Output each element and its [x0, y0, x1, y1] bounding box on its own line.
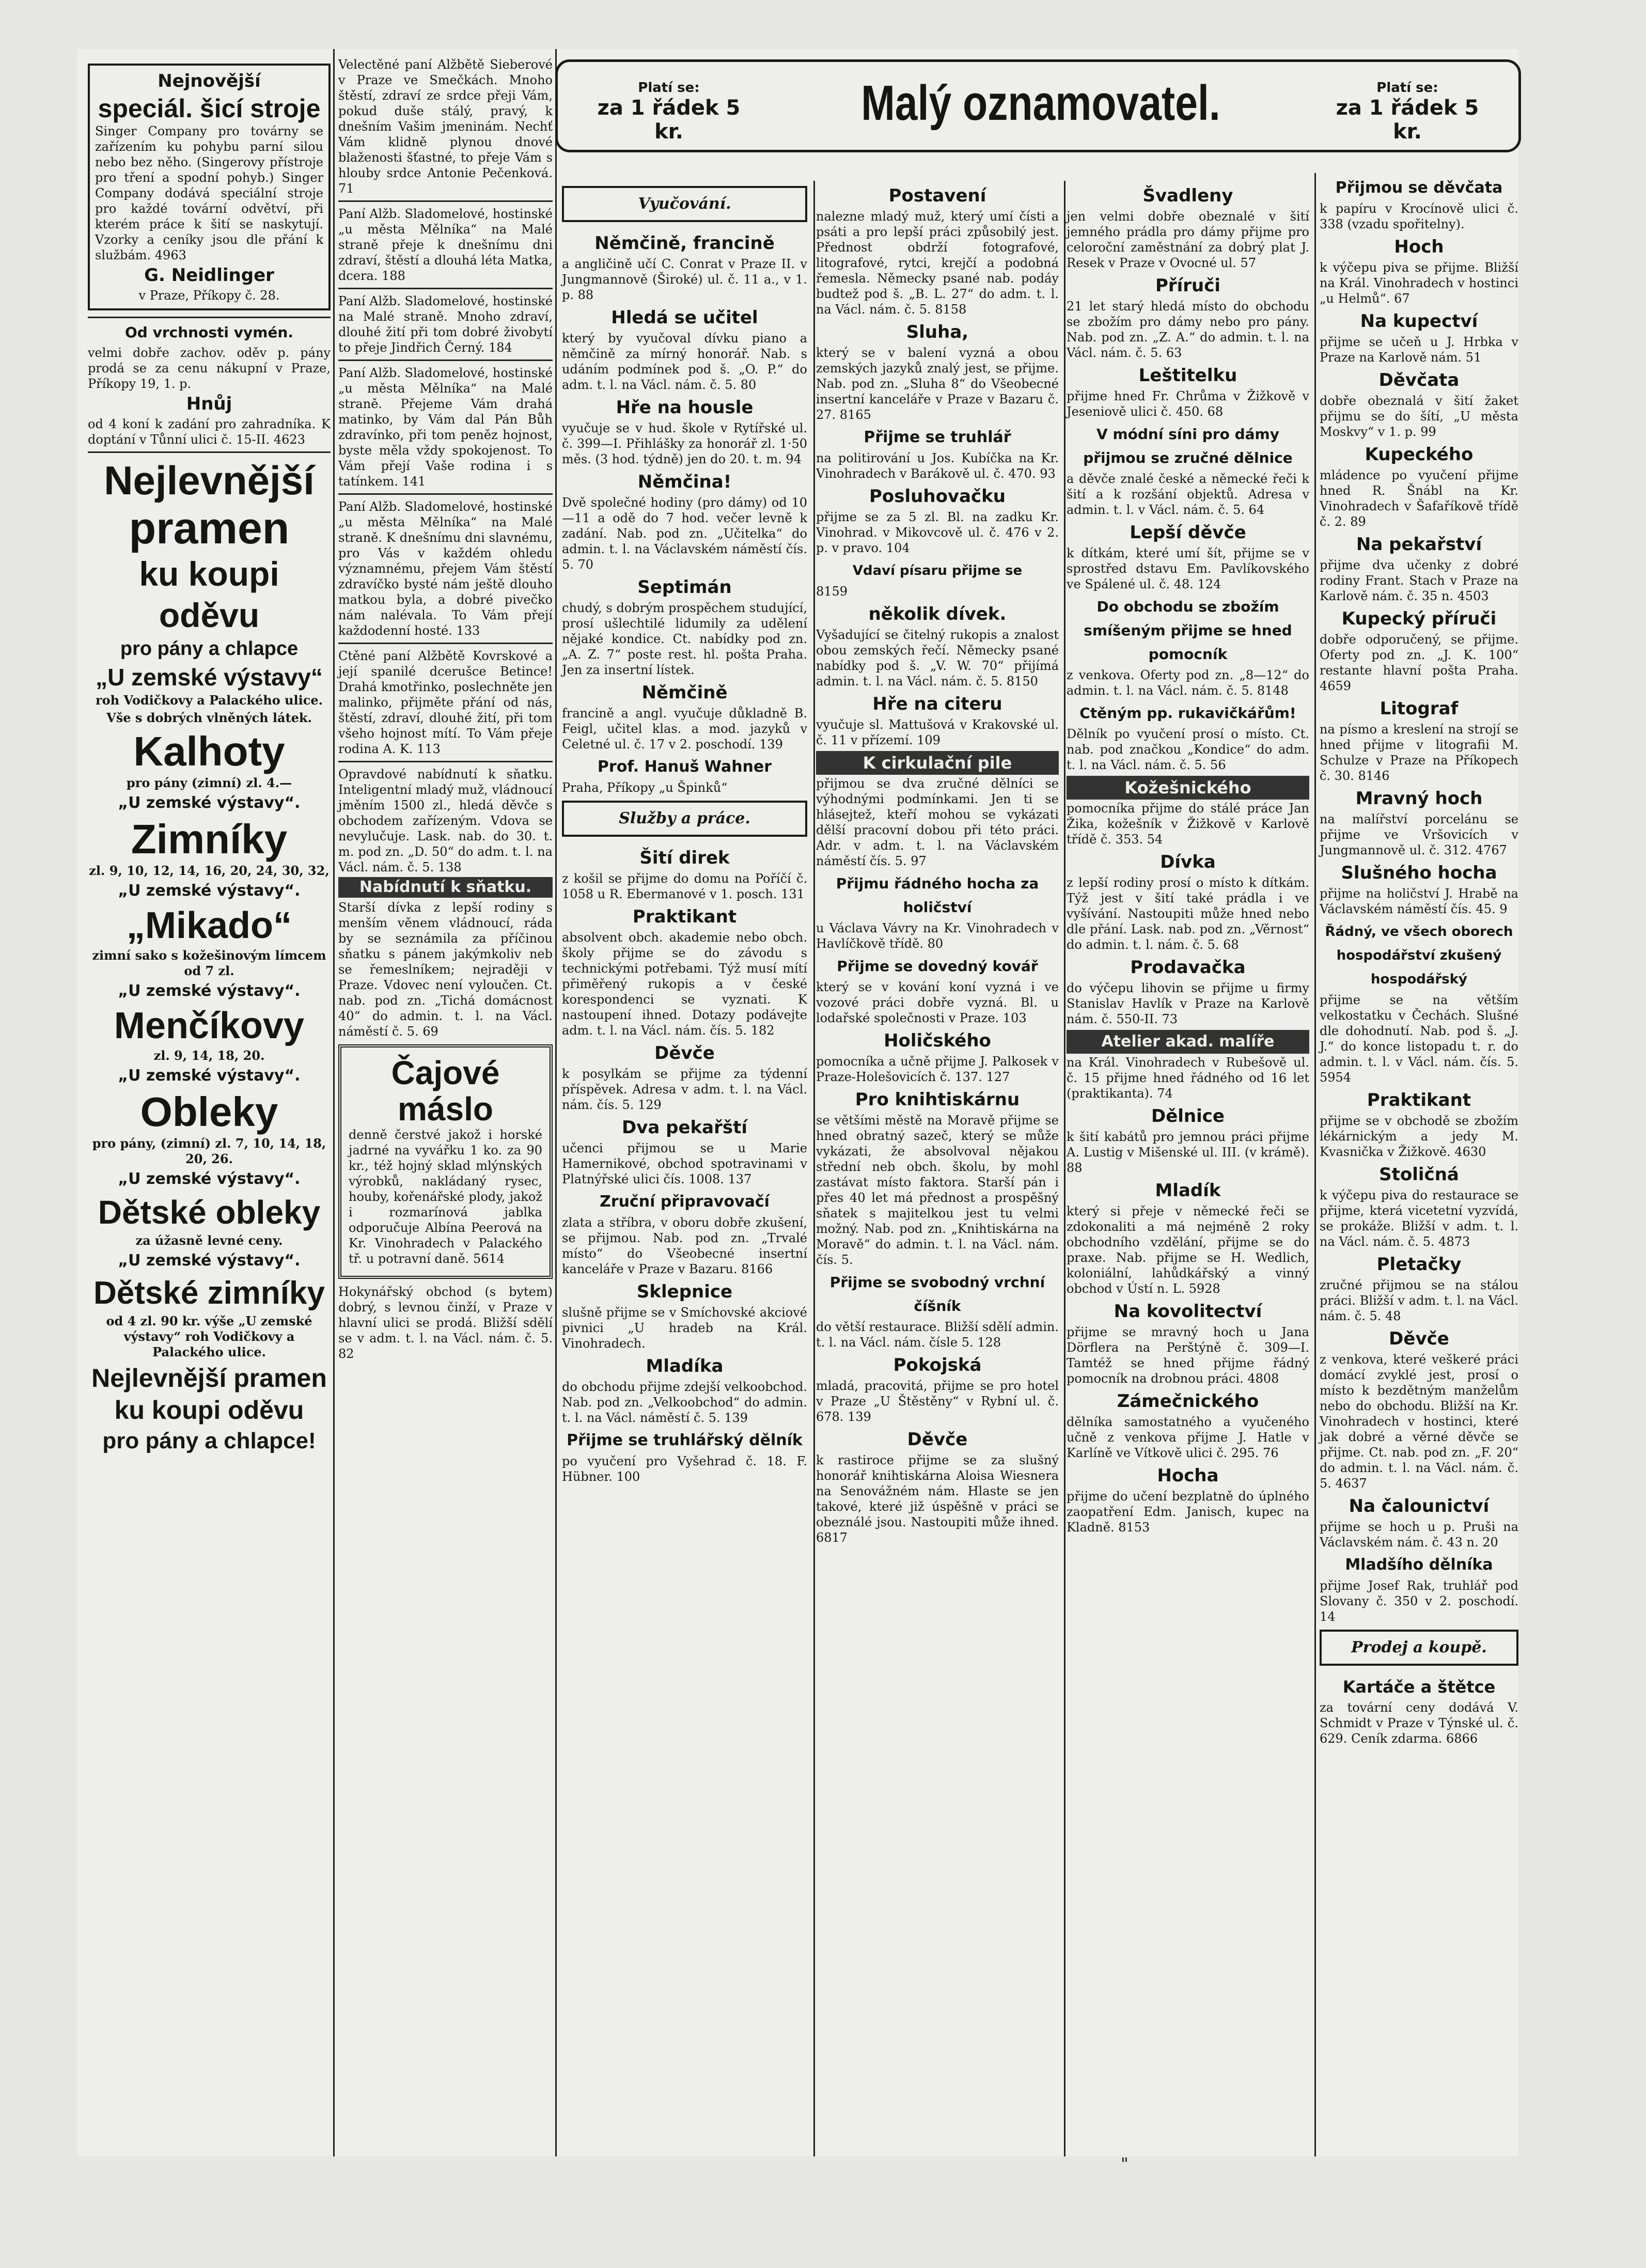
column-rule — [333, 49, 335, 2156]
divider — [88, 451, 331, 453]
ad-heading: Prodavačka — [1130, 957, 1246, 978]
ad-heading: Mladšího dělníka — [1345, 1556, 1493, 1574]
marriage-ad: Starší dívka z lepší rodiny s menším věnem vládnoucí, ráda by se seznámila za příčinou sňatku s pánem jakýmkoliv neb se řemeslníkem; nejraději v Praze. Vdovec není vyloučen. Ct. nab. pod zn. „Tichá domácnost 40“ do admin. t. l. na Václ. náměstí č. 5. 69 — [338, 900, 553, 1039]
section-header-education: Vyučování. — [562, 186, 807, 222]
ad-text: zlata a stříbra, v oboru dobře zkušení, se přijmou. Nab. pod zn. „Trvalé místo“ do Všeobecné insertní kanceláře v Praze v Bazaru. 8166 — [562, 1215, 807, 1276]
column-rule — [555, 49, 557, 2156]
ad-heading: Pokojská — [893, 1355, 982, 1375]
ad-heading: Na kovolitectví — [1114, 1301, 1262, 1322]
ad-text: francině a angl. vyučuje důkladně B. Feigl, učitel klas. a mod. jazyků v Celetné ul. č. 17 v 2. poschodí. 139 — [562, 706, 807, 752]
ad-text: „U zemské výstavy“. — [118, 1252, 301, 1270]
ad-heading: Postavení — [888, 185, 986, 206]
ad-heading: Praktikant — [1367, 1090, 1471, 1110]
ad-text: roh Vodičkovy a Palackého ulice. — [95, 693, 323, 708]
column-1 — [88, 59, 331, 2156]
ad-heading: Šití direk — [639, 848, 730, 868]
ad-heading: Zruční připravovačí — [600, 1193, 770, 1211]
ad-text: Dvě společné hodiny (pro dámy) od 10—11 a odě do 7 hod. večer levně k zadání. Nab. pod zn. „Učitelka“ do admin. t. l. na Václavském náměstí čís. 5. 70 — [562, 495, 807, 572]
ad-text: od 4 zl. 90 kr. výše „U zemské výstavy“ roh Vodičkovy a Palackého ulice. — [106, 1313, 312, 1359]
clothing-headline: pro pány a chlapce — [120, 638, 299, 660]
ad-text: chudý, s dobrým prospěchem studující, prosí ušlechtilé lidumily za udělení nějaké kondice. Ct. nabídky pod zn. „A. Z. 7“ poste rest. hl. pošta Praha. Jen za insertní lístek. — [562, 601, 807, 677]
ad-text: z venkova. Oferty pod zn. „8—12“ do admin. t. l. na Václ. nám. č. 5. 8148 — [1067, 668, 1309, 698]
ad-heading: Přijme se dovedný kovář — [837, 958, 1038, 975]
ad-text: jen velmi dobře obeznalé v šití jemného prádla pro dámy přijme pro celoroční zaměstnání za dobrý plat J. Resek v Praze v Ovocné ul. 57 — [1067, 209, 1309, 270]
price-right-label: Platí se: — [1376, 80, 1438, 96]
ad-heading: Na kupectví — [1360, 311, 1478, 332]
ad-text: k papíru v Krocínově ulici č. 338 (vzadu spořitelny). — [1320, 201, 1518, 231]
ad-heading: Nejnovější — [158, 71, 261, 91]
price-left — [584, 80, 754, 144]
column-2 — [338, 57, 553, 2156]
ad-address: v Praze, Příkopy č. 28. — [138, 288, 280, 303]
column-rule — [1064, 181, 1065, 2156]
ad-text: pomocníka a učně přijme J. Palkosek v Praze-Holešovicích č. 137. 127 — [816, 1054, 1059, 1084]
ad-text: za úžasně levné ceny. — [135, 1233, 283, 1248]
ad-text: který se v balení vyzná a obou zemských jazyků znalý jest, se přijme. Nab. pod zn. „Sluha 8“ do Všeobecné insertní kanceláře v Praze v Bazaru č. 27. 8165 — [816, 346, 1059, 422]
ad-headline: speciál. šicí stroje — [98, 94, 321, 123]
clothing-headline: „Mikado“ — [126, 905, 292, 946]
ad-text: velmi dobře zachov. oděv p. pány prodá se za cenu nákupní v Praze, Příkopy 19, 1. p. — [88, 346, 331, 391]
divider — [338, 643, 553, 644]
ad-text: do obchodu přijme zdejší velkoobchod. Nab. pod zn. „Velkoobchod“ do admin. t. l. na Václ. náměstí č. 5. 139 — [562, 1380, 807, 1425]
greeting-ad: Paní Alžb. Sladomelové, hostinské „u města Mělníka“ na Malé straně. K dnešnímu dni slavnému, pro Vás v každém ohledu významnému, přejem Vám štěstí zdravíčko bysté nám ještě dlouho matkou byla, a dobré pivečko nám nalévala. To Vám přejí každodenní hosté. 133 — [338, 499, 553, 638]
shop-ad: Hokynářský obchod (s bytem) dobrý, s levnou činží, v Praze v hlavní ulici se prodá. Bližší sdělí se v adm. t. l. na Václ. nám. č. 5. 82 — [338, 1285, 553, 1361]
ad-text: absolvent obch. akademie nebo obch. školy přijme se do závodu s technickými potřebami. Týž musí mítí přiměřený rukopis a v české korespondenci se vyznati. K nastoupení ihned. Dotazy podávejte adm. t. l. na Václ. nám. čís. 5. 182 — [562, 930, 807, 1038]
ad-text: přijme se v obchodě se zbožím lékárnickým a jedy M. Kvasnička v Žižkově. 4630 — [1320, 1114, 1518, 1159]
ad-text: vyučuje sl. Mattušová v Krakovské ul. č. 11 v přízemí. 109 — [816, 717, 1059, 747]
ad-text: do výčepu lihovin se přijme u firmy Stanislav Havlík v Praze na Karlově nám. č. 550-II. 73 — [1067, 981, 1309, 1026]
clothing-headline: „U zemské výstavy“ — [96, 664, 323, 691]
clothing-headline: Nejlevnější pramen — [91, 1364, 327, 1393]
ad-text: k rastiroce přijme se za slušný honorář knihtiskárna Aloisa Wiesnera na Senovážném nám. Hlaste se jen takové, které již úspěšně v práci se obeználé jsou. Nastoupiti může ihned. 6817 — [816, 1453, 1059, 1545]
ad-heading: Příruči — [1155, 275, 1221, 296]
ad-text: na politirování u Jos. Kubíčka na Kr. Vinohradech v Barákově ul. č. 470. 93 — [816, 451, 1059, 481]
clothing-headline: Kalhoty — [133, 728, 285, 774]
ad-heading: Němčině — [641, 682, 728, 703]
ad-text: přijme se mravný hoch u Jana Dörflera na Perštýně č. 309—I. Tamtéž se hned přijme řádný pomocník na drobnou práci. 4808 — [1067, 1325, 1309, 1386]
ad-heading: Děvče — [1389, 1328, 1449, 1349]
ad-text: 21 let starý hledá místo do obchodu se zbožím pro dámy nebo pro pány. Nab. pod zn. „Z. A.“ do admin. t. l. na Václ. nám. č. 5. 63 — [1067, 299, 1309, 360]
clothing-headline: Menčíkovy — [114, 1005, 305, 1046]
greeting-ad: Paní Alžb. Sladomelové, hostinské „u města Mělníka“ na Malé straně přeje k dnešnímu dni zdraví, štěstí a dlouhá léta Matka, dcera. 188 — [338, 207, 553, 283]
ad-text: Singer Company pro továrny se zařízením ku pohybu parní silou nebo bez něho. (Singerovy přístroje pro tření a spodní pohyb.) Singer Company dodává speciální stroje pro každé tovární odvětví, při kterém práce k šití se naskytují. Vzorky a ceníky jsou dle přání k službám. 4963 — [95, 124, 323, 262]
page-mark: " — [1121, 2154, 1128, 2173]
ad-text: k výčepu piva do restaurace se přijme, která vicetetní vyzvídá, se prokáže. Bližší v adm. t. l. na Václ. nám. č. 5. 4873 — [1320, 1188, 1518, 1249]
ad-heading: Pletačky — [1376, 1254, 1462, 1275]
ad-text: z lepší rodiny prosí o místo k dítkám. Týž jest v šití také prádla i ve vyšívání. Nastoupiti může hned nebo dle přání. Lask. nab. pod zn. „Věrnost“ do admin. t. l. nám. č. 5. 68 — [1067, 875, 1309, 952]
ad-heading: Do obchodu se zbožím smíšeným přijme se hned pomocník — [1084, 598, 1292, 663]
masthead-title: Malý oznamovatel. — [861, 75, 1220, 131]
divider — [338, 493, 553, 495]
ad-text: Vyšadující se čitelný rukopis a znalost obou zemských řečí. Německy psané nabídky pod š. „V. W. 70“ přijímá admin. t. l. na Václ. nám. č. 5. 8150 — [816, 628, 1059, 689]
divider — [338, 359, 553, 361]
ad-text: „U zemské výstavy“. — [118, 1170, 301, 1188]
ad-text: „U zemské výstavy“. — [118, 794, 301, 812]
ad-heading: Na pekařství — [1356, 534, 1482, 555]
ad-heading: Sklepnice — [636, 1281, 733, 1302]
ad-heading: Dělnice — [1151, 1106, 1225, 1127]
ad-heading: Hocha — [1157, 1465, 1219, 1486]
price-right — [1322, 80, 1493, 144]
ad-heading: Hoch — [1394, 237, 1444, 257]
ad-text: dobře obeznalá v šití žaket přijmu se do šítí, „U města Moskvy“ v 1. p. 99 — [1320, 394, 1518, 439]
ad-text: přijme se na větším velkostatku v Čechách. Slušné dle dohodnutí. Nab. pod š. „J. J.“ do konce listopadu t. r. do admin. t. l. v Václ. nám. čís. 5. 5954 — [1320, 993, 1518, 1085]
ad-heading: Kupeckého — [1365, 444, 1473, 465]
clothing-headline: Zimníky — [131, 816, 288, 862]
clothing-headline: Nejlevnější — [104, 458, 315, 503]
ad-text: na Král. Vinohradech v Rubešově ul. č. 15 přijme hned řádného od 16 let (praktikanta). 74 — [1067, 1055, 1309, 1101]
ad-heading: Děvčata — [1378, 370, 1460, 390]
ad-heading: Ctěným pp. rukavičkářům! — [1079, 705, 1296, 722]
ad-heading: Řádný, ve všech oborech hospodářství zkušený hospodářský — [1325, 924, 1513, 987]
ad-text: u Václava Vávry na Kr. Vinohradech v Havlíčkově třídě. 80 — [816, 921, 1059, 951]
ad-heading: Zámečnického — [1117, 1391, 1259, 1412]
ad-heading: Švadleny — [1142, 185, 1233, 206]
ad-heading: Dívka — [1160, 852, 1216, 872]
ad-heading: Němčina! — [637, 472, 732, 492]
ad-text: se většími městě na Moravě přijme se hned obratný sazeč, který se může vykázati, že absolvoval nějakou střední neb obch. školu, by mohl zastávat místo faktora. Starší pán i přes 40 let má přednost a prospěšný sňatek s majitelkou jest tu velmi možný. Nab. pod zn. „Knihtiskárna na Moravě“ do admin. t. l. na Václ. nám. čís. 5. — [816, 1113, 1059, 1267]
divider — [338, 200, 553, 202]
ad-heading: Slušného hocha — [1341, 863, 1497, 883]
ad-heading: Od vrchnosti vymén. — [125, 324, 293, 341]
ad-text: přijme se za 5 zl. Bl. na zadku Kr. Vinohrad. v Mikovcově ul. č. 476 v 2. p. v pravo. 104 — [816, 510, 1059, 555]
column-rule — [1314, 173, 1316, 2156]
greeting-ad: Paní Alžb. Sladomelové, hostinské na Malé straně. Mnoho zdraví, dlouhé žití při tom dobré živobytí to přeje Jindřich Černý. 184 — [338, 294, 553, 355]
ad-text: přijme Josef Rak, truhlář pod Slovany č. 350 v 2. poschodí. 14 — [1320, 1578, 1518, 1624]
ad-heading: Posluhovačku — [869, 486, 1006, 507]
ad-text: za tovární ceny dodává V. Schmidt v Praze v Týnské ul. č. 629. Ceník zdarma. 6866 — [1320, 1700, 1518, 1746]
price-left-label: Platí se: — [638, 80, 700, 96]
ad-text: který by vyučoval dívku piano a němčině za mírný honorář. Nab. s udáním podmínek pod š. „O. P.“ do adm. t. l. na Václ. nám. č. 5. 80 — [562, 331, 807, 392]
column-4 — [816, 181, 1059, 2156]
ad-heading: Holičského — [884, 1030, 991, 1051]
ad-text: k posylkám se přijme za týdenní příspěvek. Adresa v adm. t. l. na Václ. nám. čís. 5. 129 — [562, 1067, 807, 1112]
ad-heading: Přijme se truhlářský dělník — [567, 1431, 803, 1449]
clothing-headline: ku koupi oděvu — [114, 1396, 304, 1425]
ad-heading: Přijme se truhlář — [864, 428, 1011, 446]
ad-text: k dítkám, které umí šít, přijme se v sprostřed dstavu Em. Pavlíkovského ve Spálené ul. č. 48. 124 — [1067, 546, 1309, 591]
ad-heading: Hnůj — [186, 394, 232, 414]
sewing-machine-ad — [88, 64, 331, 310]
ad-text: mladá, pracovitá, přijme se pro hotel v Praze „U Štěstěny“ v Rybní ul. č. 678. 139 — [816, 1379, 1059, 1424]
ad-text: pro pány (zimní) zl. 4.— — [126, 775, 292, 790]
ad-text: k výčepu piva se přijme. Bližší na Král. Vinohradech v hostinci „u Helmů“. 67 — [1320, 260, 1518, 306]
ad-heading: Přijmou se děvčata — [1335, 179, 1503, 197]
greeting-ad: Ctěné paní Alžbětě Kovrskové a její spanilé dcerušce Betince! Drahá kmotřinko, poslechněte jen malinko, přijměte přání od nás, štěstí, zdraví, dlouhé žití, při tom všeho hojnost mítí. To Vám přeje rodina A. K. 113 — [338, 649, 553, 756]
ad-text: přijme na holičství J. Hrabě na Václavském náměstí čís. 45. 9 — [1320, 886, 1518, 916]
clothing-headline: pramen — [129, 504, 290, 553]
ad-text: na malířství porcelánu se přijme ve Vršovicích v Jungmannově ul. č. 312. 4767 — [1320, 812, 1518, 857]
ad-heading: Leštitelku — [1138, 365, 1237, 386]
clothing-headline: Dětské zimníky — [93, 1275, 325, 1311]
ad-text: přijmou se dva zručné dělníci se výhodnými podmínkami. Jen ti se hlásejtež, kteří mohou se vykázati dělší pracovní dobou při této práci. Adr. v adm. t. l. na Václavském náměstí čís. 5. 97 — [816, 776, 1059, 868]
ad-text: a angličině učí C. Conrat v Praze II. v Jungmannově (Široké) ul. č. 11 a., v 1. p. 88 — [562, 257, 807, 302]
ad-text: dobře odporučený, se přijme. Oferty pod zn. „J. K. 100“ restante hlavní pošta Praha. 4659 — [1320, 632, 1518, 693]
ad-heading: Lepší děvče — [1130, 522, 1246, 543]
ad-heading: Kožešnického — [1067, 776, 1309, 800]
ad-heading: Kupecký příruči — [1341, 608, 1497, 629]
ad-heading: Atelier akad. malíře — [1067, 1030, 1309, 1054]
ad-text: do větší restaurace. Bližší sdělí admin. t. l. na Václ. nám. čísle 5. 128 — [816, 1320, 1059, 1350]
ad-heading: Septimán — [637, 577, 732, 598]
ad-text: zimní sako s kožešinovým límcem od 7 zl. — [92, 948, 326, 978]
ad-heading: Na čalounictví — [1349, 1496, 1490, 1516]
ad-heading: Děvče — [654, 1043, 715, 1063]
ad-heading: Litograf — [1379, 698, 1459, 719]
column-5 — [1067, 181, 1309, 2156]
section-header-services: Služby a práce. — [562, 801, 807, 837]
ad-text: od 4 koní k zadání pro zahradníka. K doptání v Tůnní ulici č. 15-II. 4623 — [88, 417, 331, 447]
ad-text: pomocníka přijme do stálé práce Jan Žika, kožešník v Žižkově v Karlově třídě č. 353. 54 — [1067, 801, 1309, 847]
ad-text: který si přeje v německé řeči se zdokonaliti a má nejméně 2 roky obchodního vzdělání, přijme se do praxe. Nab. přijme se H. Wedlich, koloniální, lahůdkářský a vinný obchod v Ústí n. L. 5928 — [1067, 1204, 1309, 1296]
ad-text: zručné přijmou se na stálou práci. Bližší v adm. t. l. na Václ. nám. č. 5. 48 — [1320, 1278, 1518, 1323]
column-rule — [813, 181, 815, 2156]
price-left-value: za 1 řádek 5 kr. — [597, 96, 741, 144]
ad-heading: Stoličná — [1379, 1164, 1459, 1185]
ad-text: „U zemské výstavy“. — [118, 882, 301, 900]
ad-text: Dělník po vyučení prosí o místo. Ct. nab. pod značkou „Kondice“ do adm. t. l. na Václ. nám. č. 5. 56 — [1067, 727, 1309, 772]
ad-heading: Kartáče a štětce — [1342, 1677, 1496, 1697]
ad-text: na písmo a kreslení na strojí se hned přijme v litografii M. Schulze v Praze na Příkopech č. 30. 8146 — [1320, 722, 1518, 783]
butter-ad-text: denně čerstvé jakož i horské jadrné na vyvářku 1 ko. za 90 kr., též hojný sklad mlýnských výrobků, nakládaný rysec, houby, kořenářské plody, jakož i rozmarínová jablka odporučuje Albína Peerová na Kr. Vinohradech v Palackého tř. u potravní daně. 5614 — [349, 1128, 542, 1266]
ad-text: Vše s dobrých vlněných látek. — [106, 710, 312, 725]
ad-text: přijme dva učenky z dobré rodiny Frant. Stach v Praze na Karlově nám. č. 35 n. 4503 — [1320, 558, 1518, 603]
greeting-ad: Velectěné paní Alžbětě Sieberové v Praze ve Smečkách. Mnoho štěstí, zdraví ze srdce přeji Vám, pokud duše stálý, pravý, k dnešním Vašim jmeninám. Nechť Vám klidně plynou dnové blaženosti šťastné, to přeje Vám s hlouby srdce Antonie Pečenková. 71 — [338, 57, 553, 196]
ad-heading: Mravný hoch — [1355, 788, 1483, 809]
ad-text: zl. 9, 10, 12, 14, 16, 20, 24, 30, 32, — [89, 863, 330, 878]
ad-heading: Pro knihtiskárnu — [855, 1089, 1020, 1110]
ad-text: přijme se učeň u J. Hrbka v Praze na Karlově nám. 51 — [1320, 335, 1518, 365]
divider — [338, 288, 553, 289]
ad-text: „U zemské výstavy“. — [118, 982, 301, 1000]
ad-text: učenci přijmou se u Marie Hamernikové, obchod spotravinami v Platnýřské ulici čís. 1008. 137 — [562, 1141, 807, 1186]
ad-text: pro pány, (zimní) zl. 7, 10, 14, 18, 20, 26. — [92, 1136, 326, 1166]
ad-heading: Hře na citeru — [872, 694, 1002, 714]
ad-heading: několik dívek. — [868, 604, 1007, 624]
ad-text: Praha, Příkopy „u Špinků“ — [562, 780, 728, 795]
ad-heading: Dva pekařští — [621, 1117, 748, 1138]
ad-heading: Nabídnutí k sňatku. — [338, 877, 553, 898]
ad-heading: Němčině, francině — [594, 233, 775, 254]
greeting-ad: Paní Alžb. Sladomelové, hostinské „u města Mělníka“ na Malé straně. Přejeme Vám drahá matinko, by Vám dal Pán Bůh zdravínko, při tom peněz hojnost, byste měla vždy spokojenost. To Vám přejí Vaše rodina i s tatínkem. 141 — [338, 366, 553, 489]
clothing-headline: Dětské obleky — [98, 1194, 321, 1231]
ad-heading: Mladíka — [646, 1356, 724, 1377]
ad-text: po vyučení pro Vyšehrad č. 18. F. Hübner. 100 — [562, 1454, 807, 1484]
clothing-headline: Obleky — [140, 1089, 278, 1135]
ad-heading: Hře na housle — [616, 397, 754, 418]
ad-text: a děvče znalé české a německé řeči k šití a k rozšání objektů. Adresa v admin. t. l. v Václ. nám. č. 5. 64 — [1067, 472, 1309, 517]
newspaper-page — [77, 49, 1518, 2173]
ad-heading: Prof. Hanuš Wahner — [597, 758, 772, 776]
ad-text: přijme do učení bezplatně do úplného zaopatření Edm. Janisch, kupec na Kladně. 8153 — [1067, 1489, 1309, 1535]
ad-text: „U zemské výstavy“. — [118, 1067, 301, 1085]
clothing-headline: ku koupi oděvu — [139, 555, 279, 634]
butter-ad-title: Čajové máslo — [391, 1054, 500, 1128]
ad-text: přijme se hoch u p. Pruši na Václavském nám. č. 43 n. 20 — [1320, 1520, 1518, 1550]
ad-text: nalezne mladý muž, který umí čísti a psáti a pro lepší práci způsobilý jest. Přednost obdrží fotografové, litografové, rytci, krejčí a podobná řemesla. Německy psané nab. podáy budtež pod š. „B. L. 27“ do adm. t. l. na Václ. nám. č. 5. 8158 — [816, 209, 1059, 317]
price-right-value: za 1 řádek 5 kr. — [1336, 96, 1479, 144]
ad-text: z košil se přijme do domu na Poříčí č. 1058 u R. Ebermanové v 1. posch. 131 — [562, 871, 807, 901]
ad-text: přijme hned Fr. Chrůma v Žižkově v Jeseniově ulici č. 450. 68 — [1067, 389, 1309, 419]
ad-text: z venkova, které veškeré práci domácí zvyklé jest, prosí o místo k bezdětným manželům nebo do obchodu. Bližší na Kr. Vinohradech v hostinci, které jak dobré a věrné děvče se přijme. Ct. nab. pod zn. „F. 20“ do admin. t. l. na Václ. nám. č. 5. 4637 — [1320, 1352, 1518, 1491]
column-3 — [562, 181, 807, 2156]
ad-text: který se v kování koní vyzná i ve vozové práci dobře vyzná. Bl. u lodařské společnosti v Praze. 103 — [816, 980, 1059, 1025]
ad-text: mládence po vyučení přijme hned R. Šnábl na Kr. Vinohradech v Šafaříkově třídě č. 2. 89 — [1320, 468, 1518, 529]
marriage-ad: Opravdové nabídnutí k sňatku. Inteligentní mladý muž, vládnoucí jměním 1500 zl., hledá děvče s obchodem zařízeným. Vdova se nevylučuje. Lask. nab. do 30. t. m. pod zn. „D. 50“ do adm. t. l. na Václ. nám. č. 5. 138 — [338, 767, 553, 874]
ad-heading: Mladík — [1155, 1180, 1221, 1201]
ad-heading: Děvče — [907, 1429, 968, 1450]
butter-ad-box — [338, 1044, 553, 1279]
ad-text: vyučuje se v hud. škole v Rytířské ul. č. 399—I. Přihlášky za honorář zl. 1·50 měs. (3 hod. týdně) jen do 20. t. m. 94 — [562, 421, 807, 466]
ad-heading: V módní síni pro dámy přijmou se zručné dělnice — [1083, 426, 1293, 466]
divider — [88, 317, 331, 318]
ad-text: dělníka samostatného a vyučeného učně z venkova přijme J. Hatle v Karlíně ve Vítkově ulici č. 295. 76 — [1067, 1415, 1309, 1460]
ad-text: zl. 9, 14, 18, 20. — [153, 1048, 265, 1063]
masthead — [555, 59, 1521, 152]
section-header-sales: Prodej a koupě. — [1320, 1630, 1518, 1666]
ad-heading: Praktikant — [632, 906, 737, 927]
ad-heading: Hledá se učitel — [611, 307, 758, 328]
ad-text: 8159 — [816, 584, 848, 599]
ad-signature: G. Neidlinger — [144, 265, 274, 286]
ad-heading: Přijmu řádného hocha za holičství — [836, 875, 1039, 916]
ad-heading: Přijme se svobodný vrchní číšník — [829, 1274, 1045, 1315]
divider — [338, 761, 553, 762]
ad-heading: K cirkulační pile — [816, 751, 1059, 775]
ad-heading: Vdaví písaru přijme se — [852, 563, 1023, 578]
ad-heading: Sluha, — [906, 322, 969, 342]
clothing-headline: pro pány a chlapce! — [102, 1428, 316, 1453]
ad-text: k šití kabátů pro jemnou práci přijme A. Lustig v Mišenské ul. III. (v krámě). 88 — [1067, 1130, 1309, 1175]
ad-text: slušně přijme se v Smíchovské akciové pivnici „U hradeb na Král. Vinohradech. — [562, 1305, 807, 1351]
column-6 — [1320, 173, 1518, 2156]
